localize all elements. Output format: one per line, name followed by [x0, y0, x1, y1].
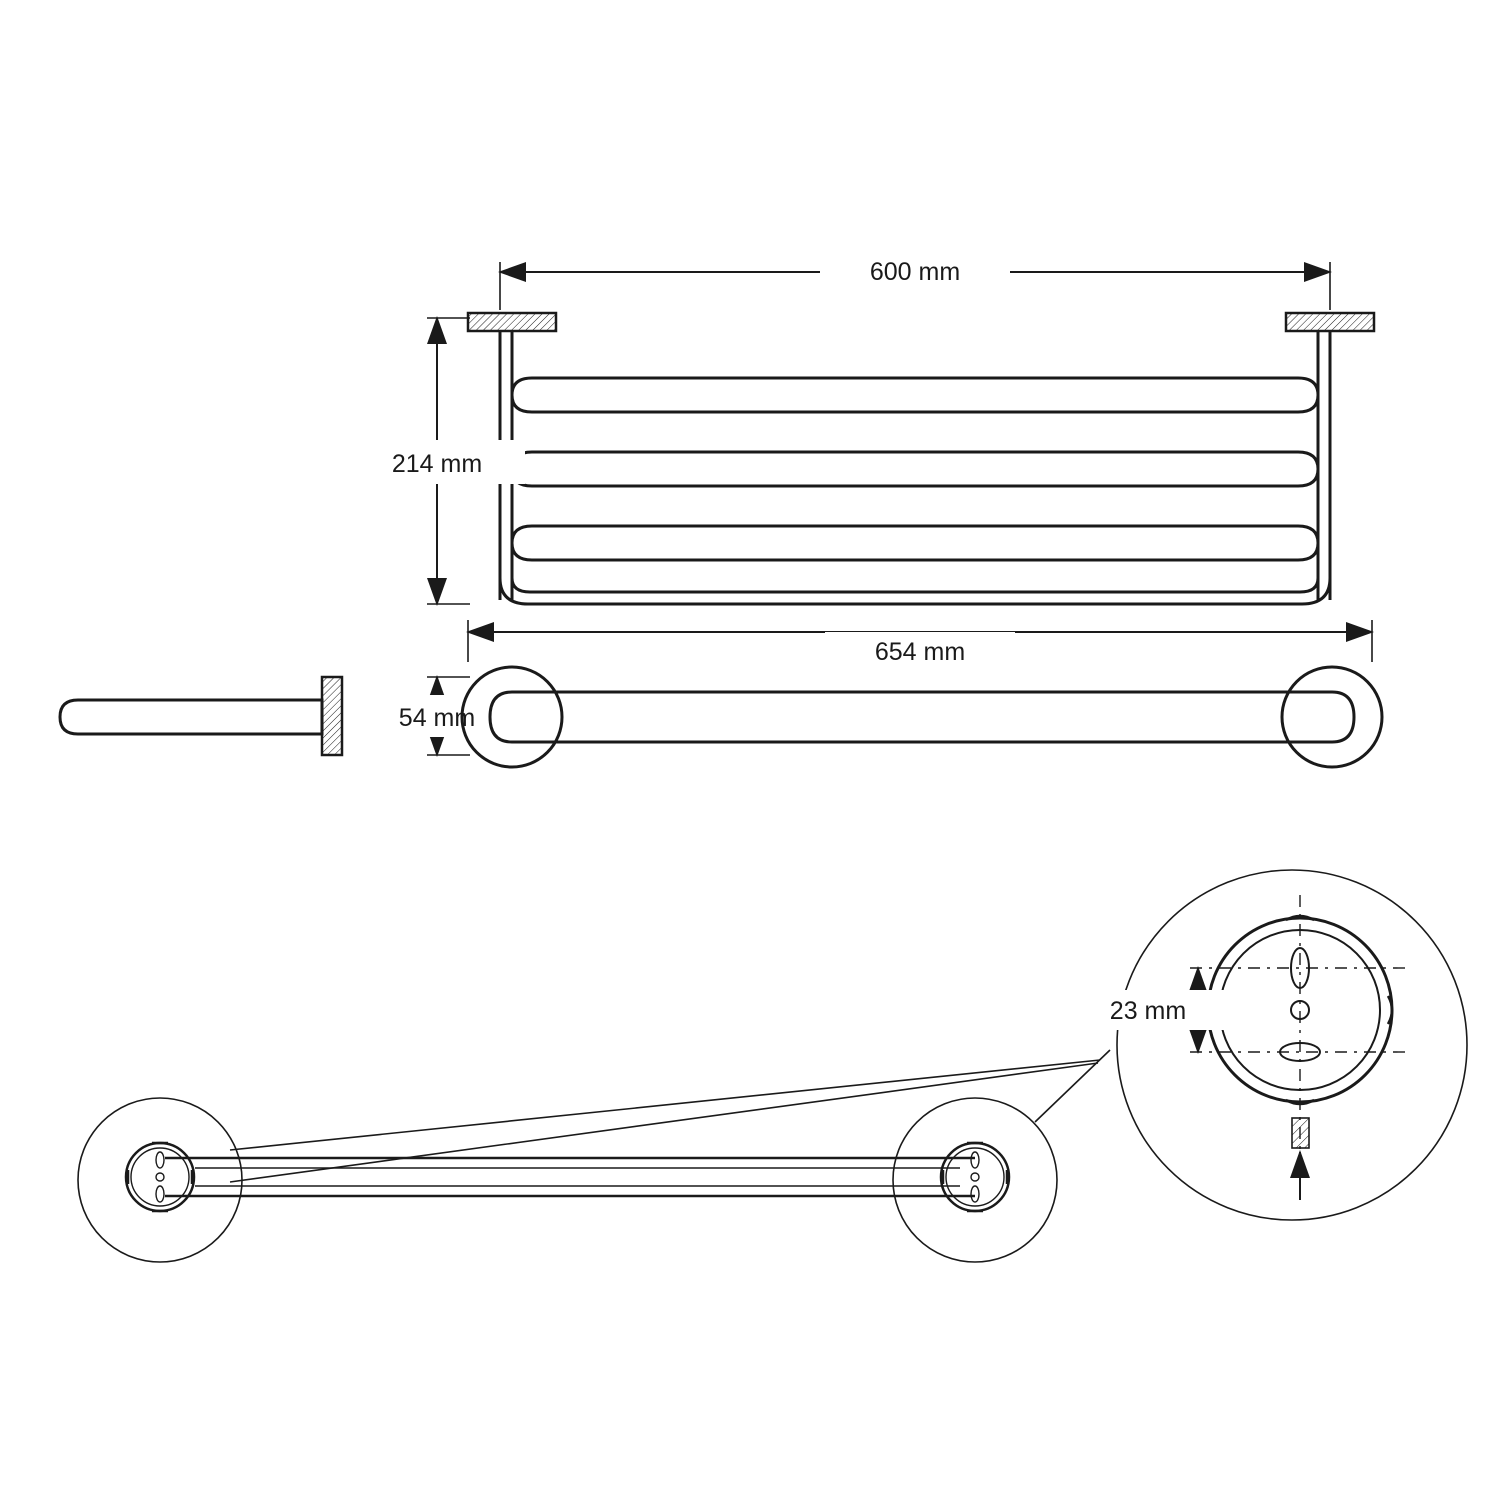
plan-right-plate — [941, 1143, 1009, 1211]
dimension-600 — [500, 250, 1330, 310]
dimension-54-label: 54 mm — [398, 704, 476, 732]
dimension-23-label: 23 mm — [1109, 997, 1187, 1025]
dimension-600-label: 600 mm — [869, 258, 961, 286]
dimension-23 — [1105, 968, 1255, 1052]
top-plan-small-view — [462, 667, 1382, 767]
dimension-654 — [468, 620, 1372, 674]
plan-left-plate — [126, 1143, 194, 1211]
front-elevation-view — [350, 250, 1374, 674]
side-elevation-view — [60, 677, 517, 755]
wall-plate-detail-view — [1105, 870, 1467, 1220]
rail-bars — [512, 378, 1318, 560]
right-wall-plate — [1286, 313, 1374, 600]
dimension-654-label: 654 mm — [874, 638, 966, 666]
plan-view — [78, 1050, 1110, 1262]
dimension-54 — [355, 677, 517, 755]
grub-screw-symbol — [1292, 1118, 1309, 1200]
detail-leader-lines — [230, 1050, 1110, 1182]
dimension-214-label: 214 mm — [391, 450, 483, 478]
bottom-shelf-bar — [500, 560, 1330, 604]
